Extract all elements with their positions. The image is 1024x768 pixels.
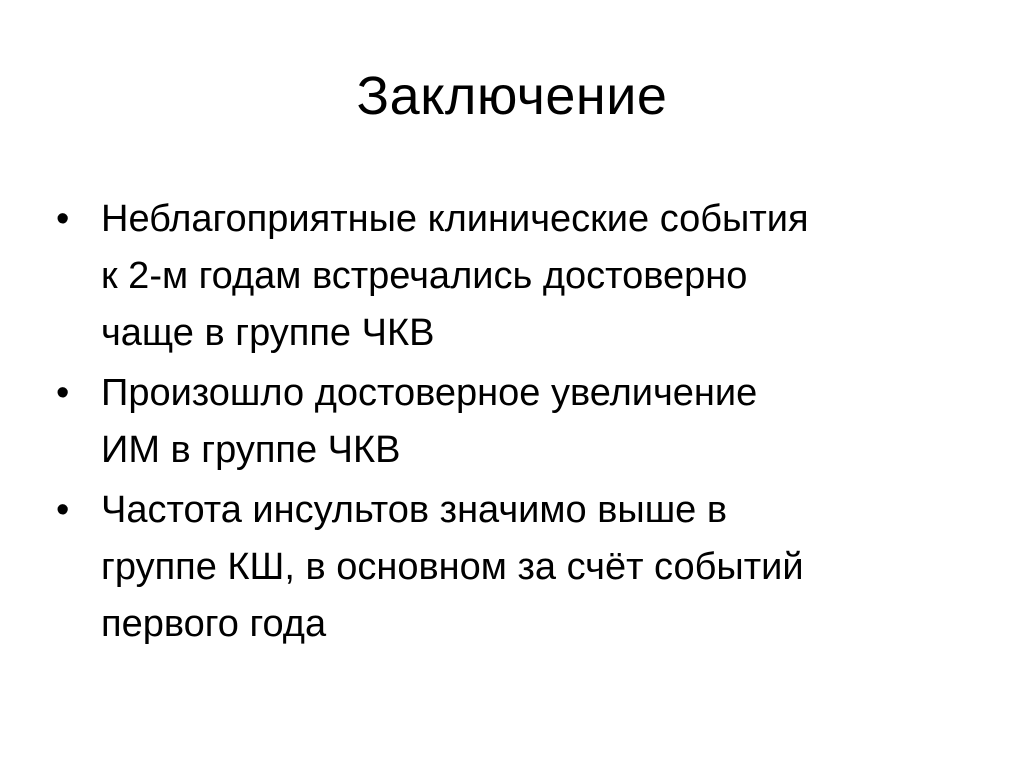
bullet-item	[56, 191, 976, 362]
bullet-line: первого года	[101, 603, 327, 645]
bullet-line: ИМ в группе ЧКВ	[101, 429, 401, 471]
bullet-marker: •	[56, 489, 70, 531]
bullet-marker: •	[56, 198, 70, 240]
bullet-line: чаще в группе ЧКВ	[101, 312, 435, 354]
slide-title: Заключение	[356, 66, 668, 126]
bullet-line: группе КШ, в основном за счёт событий	[101, 546, 804, 588]
bullet-line: Неблагоприятные клинические события	[101, 198, 809, 240]
bullet-marker: •	[56, 372, 70, 414]
bullet-line: к 2-м годам встречались достоверно	[101, 255, 748, 297]
bullet-line: Частота инсультов значимо выше в	[101, 489, 728, 531]
bullet-line: Произошло достоверное увеличение	[101, 372, 758, 414]
bullet-item	[56, 365, 976, 479]
bullet-list	[56, 191, 976, 656]
bullet-item	[56, 482, 976, 653]
